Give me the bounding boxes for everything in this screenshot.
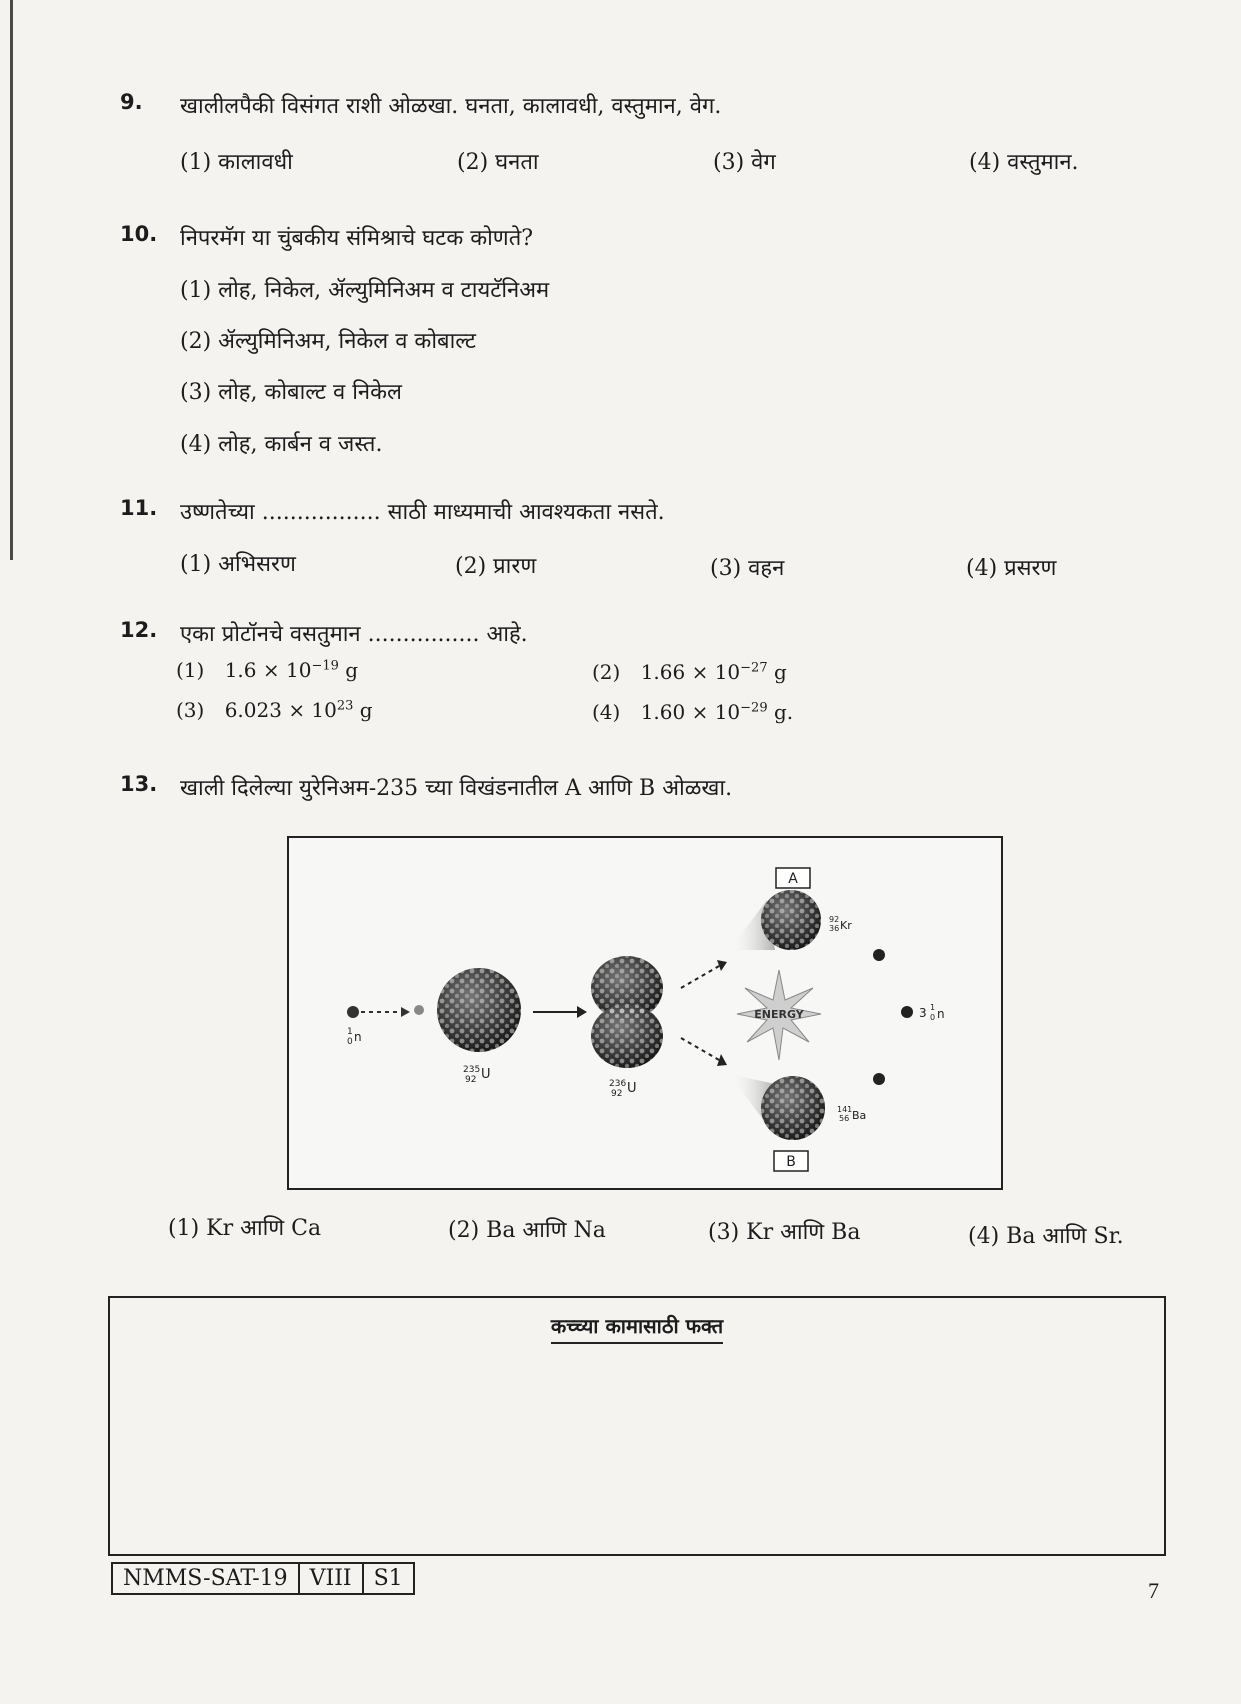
neutron-mass: 1 <box>930 1003 936 1012</box>
question-text: उष्णतेच्या ................. साठी माध्यमाची आवश्यकता नसते. <box>180 500 665 525</box>
released-neutron <box>873 949 885 961</box>
page-number: 7 <box>1148 1578 1159 1603</box>
neutron-symbol: n <box>354 1030 362 1044</box>
option[interactable]: (2) ॲल्युमिनिअम, निकेल व कोबाल्ट <box>180 329 476 354</box>
label-b: B <box>786 1154 796 1170</box>
incoming-neutron <box>347 1006 359 1018</box>
neutron-z: 0 <box>930 1013 936 1022</box>
option[interactable]: (3) वेग <box>713 150 776 175</box>
rough-work-title: कच्च्या कामासाठी फक्त <box>110 1312 1164 1339</box>
option[interactable]: (3) वहन <box>710 556 785 581</box>
option[interactable]: (4) Ba आणि Sr. <box>968 1224 1124 1249</box>
kr-symbol: Kr <box>840 919 852 932</box>
margin-line <box>10 0 13 560</box>
kr-mass: 92 <box>829 915 840 924</box>
neutron-count: 3 <box>919 1006 927 1020</box>
option[interactable]: (4) लोह, कार्बन व जस्त. <box>180 432 383 457</box>
option[interactable]: (3) लोह, कोबाल्ट व निकेल <box>180 380 402 405</box>
option[interactable]: (1) लोह, निकेल, ॲल्युमिनिअम व टायटॅनिअम <box>180 278 550 303</box>
ba-symbol: Ba <box>852 1109 867 1122</box>
ba-texture <box>761 1076 825 1140</box>
option[interactable]: (3) Kr आणि Ba <box>708 1220 861 1245</box>
footer-exam-code: NMMS-SAT-19 <box>113 1564 300 1593</box>
option[interactable]: (2) प्रारण <box>455 554 537 579</box>
question-number: 13. <box>120 772 158 796</box>
neutron-mass: 1 <box>347 1027 353 1037</box>
question-number: 9. <box>120 90 143 114</box>
question-text: खाली दिलेल्या युरेनिअम-235 च्या विखंडनातील A आणि B ओळखा. <box>180 776 733 801</box>
released-neutron <box>873 1073 885 1085</box>
neutron-z: 0 <box>347 1037 353 1047</box>
option[interactable]: (1) Kr आणि Ca <box>168 1216 322 1241</box>
u235-symbol: U <box>481 1067 491 1082</box>
footer-class: VIII <box>300 1564 364 1593</box>
question-number: 12. <box>120 618 158 642</box>
option[interactable]: (4) $1.60 \times 10^{-29}$ g. <box>592 700 794 724</box>
u236-symbol: U <box>627 1081 637 1096</box>
question-number: 11. <box>120 496 158 520</box>
option[interactable]: (2) $1.66 \times 10^{-27}$ g <box>592 660 787 684</box>
neutron-symbol: n <box>937 1007 945 1021</box>
u235-mass: 235 <box>463 1065 481 1075</box>
kr-texture <box>761 890 821 950</box>
footer-set: S1 <box>373 1566 403 1591</box>
kr-z: 36 <box>829 924 840 933</box>
u235-texture <box>437 968 521 1052</box>
label-a: A <box>788 871 798 887</box>
fission-diagram <box>287 836 1003 1190</box>
energy-label: ENERGY <box>754 1008 804 1021</box>
ba-z: 56 <box>839 1114 850 1123</box>
question-number: 10. <box>120 222 158 246</box>
neutron-hit <box>414 1005 424 1015</box>
fission-diagram-svg <box>289 838 1001 1188</box>
u235-z: 92 <box>465 1075 477 1085</box>
split-arrow-a <box>681 966 719 988</box>
option[interactable]: (4) प्रसरण <box>966 556 1057 581</box>
option[interactable]: (2) Ba आणि Na <box>448 1218 606 1243</box>
ba-mass: 141 <box>837 1105 853 1114</box>
option[interactable]: (1) $1.6 \times 10^{-19}$ g <box>176 658 359 682</box>
question-text: निपरमॅग या चुंबकीय संमिश्राचे घटक कोणते? <box>180 226 534 251</box>
footer-code-box <box>111 1562 415 1595</box>
rough-work-box <box>108 1296 1166 1556</box>
option[interactable]: (2) घनता <box>457 150 539 175</box>
u236-z: 92 <box>611 1089 623 1099</box>
question-text: एका प्रोटॉनचे वसतुमान ................ आहे. <box>180 622 528 647</box>
option[interactable]: (1) अभिसरण <box>180 552 296 577</box>
option[interactable]: (4) वस्तुमान. <box>969 150 1079 175</box>
split-arrow-b <box>681 1038 719 1060</box>
question-text: खालीलपैकी विसंगत राशी ओळखा. घनता, कालावधी, वस्तुमान, वेग. <box>180 94 722 119</box>
released-neutron <box>901 1006 913 1018</box>
u236-texture <box>591 1004 663 1068</box>
u236-mass: 236 <box>609 1079 627 1089</box>
arrowhead <box>401 1007 410 1017</box>
option[interactable]: (3) $6.023 \times 10^{23}$ g <box>176 698 373 722</box>
option[interactable]: (1) कालावधी <box>180 150 293 175</box>
arrowhead <box>577 1006 587 1018</box>
